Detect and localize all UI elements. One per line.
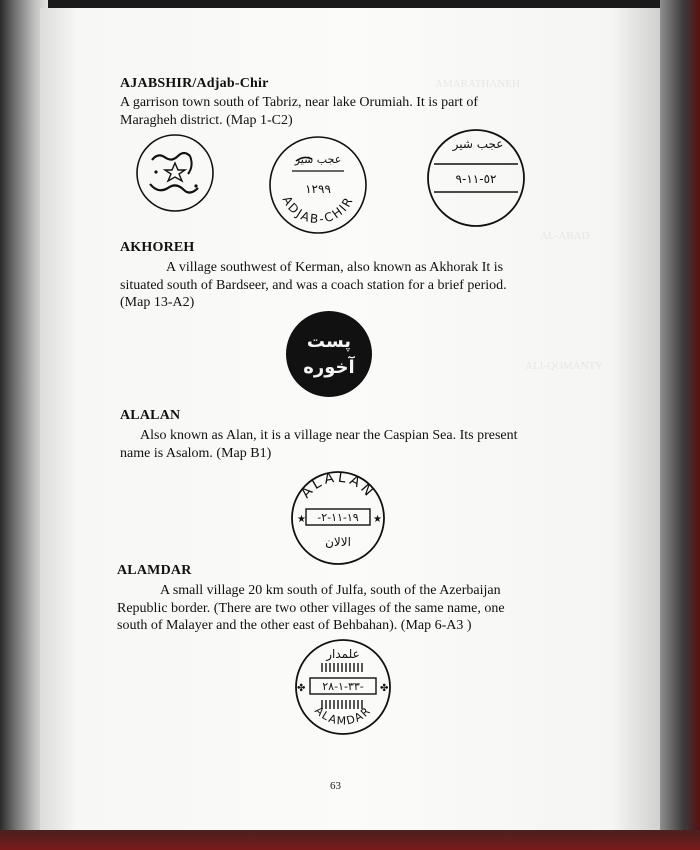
bleed-through-text: ALI-QOMANTY (525, 360, 604, 372)
entry-heading: AJABSHIR/Adjab-Chir (120, 76, 269, 91)
entry-text-line: Republic border. (There are two other villages of the same name, one (117, 601, 505, 616)
entry-text-line: situated south of Bardseer, and was a coach station for a brief period. (120, 278, 507, 293)
stamp-arabic-name: علمدار (326, 647, 360, 661)
stamp-date: ١٢٩٩ (305, 182, 331, 196)
stamp-date: -۲-۱۱-۱۹ (317, 511, 359, 524)
entry-text-line: A garrison town south of Tabriz, near lake Orumiah. It is part of (120, 95, 479, 110)
page-number: 63 (330, 780, 341, 792)
stamp-ring-name: ALALAN (297, 469, 379, 502)
book-cover-bottom (0, 830, 700, 850)
stamp-date: ٥٢-١١-٩ (455, 172, 497, 186)
stamp-arabic-name: الالان (325, 535, 351, 549)
entry-text-line: A village southwest of Kerman, also known as Akhorak It is (166, 260, 504, 275)
stamp-arabic-name: عجب شیر (452, 137, 504, 151)
stamp-date: ٣٣-١-٢٨- (322, 680, 364, 693)
postmark-alamdar (292, 636, 394, 738)
postmark-ajabshir-dated (424, 126, 528, 230)
book-edge-right (660, 0, 700, 850)
entry-heading: ALAMDAR (117, 563, 192, 578)
entry-text-line: south of Malayer and the other east of Behbahan). (Map 6-A3 ) (117, 618, 472, 633)
star-icon: ★ (373, 514, 382, 525)
stamp-arabic-top: پست (306, 331, 352, 352)
flower-icon: ✤ (380, 683, 389, 694)
entry-text-line: (Map 13-A2) (120, 295, 195, 310)
stamp-ring-name: ADJAB-CHIR (279, 193, 357, 227)
postmark-alalan (288, 468, 388, 568)
stamp-arabic-name: عجب شیر (294, 153, 342, 166)
bleed-through-text: AMARATHANEH (435, 78, 520, 90)
entry-text-line: Also known as Alan, it is a village near the Caspian Sea. Its present (140, 428, 518, 443)
postmark-akhoreh (284, 309, 374, 399)
stamp-ring-name: ALAMDAR (312, 703, 374, 728)
entry-text-line: name is Asalom. (Map B1) (120, 446, 272, 461)
entry-text-line: A small village 20 km south of Julfa, south of the Azerbaijan (160, 583, 501, 598)
flower-icon: ✤ (297, 683, 306, 694)
postmark-adjab-chir (266, 133, 370, 237)
entry-heading: AKHOREH (120, 240, 195, 255)
stamp-arabic-bottom: آخوره (303, 357, 355, 378)
postmark-ajabshir-calligraphic (134, 132, 216, 214)
entry-text-line: Maragheh district. (Map 1-C2) (120, 113, 293, 128)
bleed-through-text: AL-ABAD (540, 230, 590, 242)
entry-heading: ALALAN (120, 408, 181, 423)
star-icon: ★ (297, 514, 306, 525)
